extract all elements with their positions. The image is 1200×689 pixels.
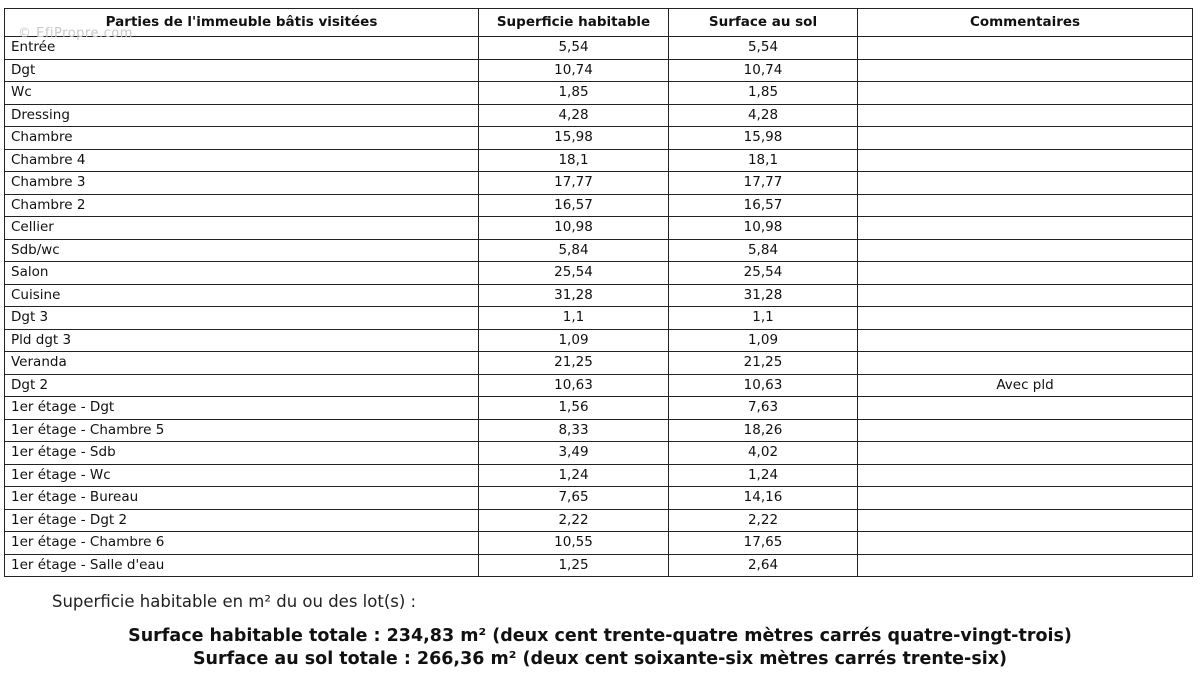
surface-au-sol-cell: 21,25 <box>669 352 858 375</box>
room-name-cell: 1er étage - Sdb <box>5 442 479 465</box>
surface-au-sol-cell: 1,1 <box>669 307 858 330</box>
header-surface-au-sol: Surface au sol <box>669 9 858 37</box>
commentaire-cell <box>858 329 1193 352</box>
superficie-habitable-cell: 7,65 <box>479 487 669 510</box>
table-row <box>5 487 1193 510</box>
header-superficie-habitable: Superficie habitable <box>479 9 669 37</box>
superficie-habitable-cell: 1,09 <box>479 329 669 352</box>
table-row <box>5 194 1193 217</box>
table-row <box>5 554 1193 577</box>
table-row <box>5 104 1193 127</box>
header-commentaires: Commentaires <box>858 9 1193 37</box>
room-name-cell: 1er étage - Bureau <box>5 487 479 510</box>
superficie-habitable-cell: 8,33 <box>479 419 669 442</box>
surface-au-sol-cell: 25,54 <box>669 262 858 285</box>
superficie-habitable-cell: 31,28 <box>479 284 669 307</box>
commentaire-cell <box>858 419 1193 442</box>
commentaire-cell: Avec pld <box>858 374 1193 397</box>
room-name-cell: Veranda <box>5 352 479 375</box>
surface-au-sol-cell: 31,28 <box>669 284 858 307</box>
table-row <box>5 59 1193 82</box>
surface-au-sol-cell: 1,24 <box>669 464 858 487</box>
surface-au-sol-cell: 4,28 <box>669 104 858 127</box>
commentaire-cell <box>858 59 1193 82</box>
surface-au-sol-cell: 14,16 <box>669 487 858 510</box>
superficie-habitable-cell: 18,1 <box>479 149 669 172</box>
surface-au-sol-cell: 2,64 <box>669 554 858 577</box>
table-row <box>5 262 1193 285</box>
superficie-habitable-cell: 4,28 <box>479 104 669 127</box>
table-row <box>5 82 1193 105</box>
superficie-habitable-cell: 16,57 <box>479 194 669 217</box>
watermark: © EfiPropre.com <box>18 26 133 41</box>
room-name-cell: Chambre 2 <box>5 194 479 217</box>
table-body <box>5 37 1193 577</box>
room-name-cell: Cellier <box>5 217 479 240</box>
room-name-cell: 1er étage - Dgt <box>5 397 479 420</box>
superficie-habitable-cell: 5,84 <box>479 239 669 262</box>
room-name-cell: 1er étage - Chambre 5 <box>5 419 479 442</box>
table-row <box>5 239 1193 262</box>
table-row <box>5 464 1193 487</box>
superficie-habitable-cell: 10,55 <box>479 532 669 555</box>
surface-au-sol-cell: 10,74 <box>669 59 858 82</box>
commentaire-cell <box>858 194 1193 217</box>
room-name-cell: Wc <box>5 82 479 105</box>
commentaire-cell <box>858 307 1193 330</box>
commentaire-cell <box>858 464 1193 487</box>
superficie-habitable-cell: 15,98 <box>479 127 669 150</box>
room-name-cell: 1er étage - Dgt 2 <box>5 509 479 532</box>
room-name-cell: Dgt 3 <box>5 307 479 330</box>
summary-intro: Superficie habitable en m² du ou des lot(s) : <box>52 592 417 611</box>
total-habitable: Surface habitable totale : 234,83 m² (deux cent trente-quatre mètres carrés quatre-vingt-trois) <box>128 626 1072 646</box>
superficie-habitable-cell: 17,77 <box>479 172 669 195</box>
table-header <box>5 9 1193 37</box>
superficie-habitable-cell: 1,25 <box>479 554 669 577</box>
commentaire-cell <box>858 554 1193 577</box>
commentaire-cell <box>858 262 1193 285</box>
table-row <box>5 149 1193 172</box>
table-row <box>5 442 1193 465</box>
commentaire-cell <box>858 442 1193 465</box>
table-row <box>5 37 1193 60</box>
surface-au-sol-cell: 2,22 <box>669 509 858 532</box>
table-row <box>5 352 1193 375</box>
superficie-habitable-cell: 21,25 <box>479 352 669 375</box>
surface-au-sol-cell: 1,85 <box>669 82 858 105</box>
surface-au-sol-cell: 10,98 <box>669 217 858 240</box>
commentaire-cell <box>858 509 1193 532</box>
total-sol: Surface au sol totale : 266,36 m² (deux cent soixante-six mètres carrés trente-six) <box>192 649 1008 669</box>
superficie-habitable-cell: 3,49 <box>479 442 669 465</box>
table-row <box>5 127 1193 150</box>
table-row <box>5 509 1193 532</box>
header-parties: Parties de l'immeuble bâtis visitées <box>5 9 479 37</box>
commentaire-cell <box>858 82 1193 105</box>
superficie-habitable-cell: 2,22 <box>479 509 669 532</box>
surface-au-sol-cell: 5,84 <box>669 239 858 262</box>
superficie-habitable-cell: 1,1 <box>479 307 669 330</box>
superficie-habitable-cell: 5,54 <box>479 37 669 60</box>
surface-au-sol-cell: 17,65 <box>669 532 858 555</box>
room-name-cell: Dgt 2 <box>5 374 479 397</box>
commentaire-cell <box>858 239 1193 262</box>
room-name-cell: Salon <box>5 262 479 285</box>
surface-au-sol-cell: 4,02 <box>669 442 858 465</box>
table-row <box>5 217 1193 240</box>
room-name-cell: Dgt <box>5 59 479 82</box>
room-name-cell: Chambre 4 <box>5 149 479 172</box>
superficie-habitable-cell: 1,85 <box>479 82 669 105</box>
commentaire-cell <box>858 172 1193 195</box>
commentaire-cell <box>858 104 1193 127</box>
surface-au-sol-cell: 16,57 <box>669 194 858 217</box>
table-row <box>5 532 1193 555</box>
table-row <box>5 397 1193 420</box>
room-name-cell: Chambre 3 <box>5 172 479 195</box>
totals-block <box>0 625 1200 671</box>
superficie-habitable-cell: 10,98 <box>479 217 669 240</box>
table-row <box>5 329 1193 352</box>
surfaces-table <box>4 8 1193 577</box>
table-row <box>5 284 1193 307</box>
surface-au-sol-cell: 10,63 <box>669 374 858 397</box>
room-name-cell: Chambre <box>5 127 479 150</box>
commentaire-cell <box>858 532 1193 555</box>
commentaire-cell <box>858 352 1193 375</box>
superficie-habitable-cell: 1,56 <box>479 397 669 420</box>
room-name-cell: Entrée <box>5 37 479 60</box>
commentaire-cell <box>858 149 1193 172</box>
surface-au-sol-cell: 18,26 <box>669 419 858 442</box>
surface-au-sol-cell: 15,98 <box>669 127 858 150</box>
room-name-cell: 1er étage - Wc <box>5 464 479 487</box>
commentaire-cell <box>858 487 1193 510</box>
surface-au-sol-cell: 7,63 <box>669 397 858 420</box>
surface-au-sol-cell: 1,09 <box>669 329 858 352</box>
header-row <box>5 9 1193 37</box>
room-name-cell: Pld dgt 3 <box>5 329 479 352</box>
commentaire-cell <box>858 217 1193 240</box>
surface-au-sol-cell: 18,1 <box>669 149 858 172</box>
surface-au-sol-cell: 17,77 <box>669 172 858 195</box>
commentaire-cell <box>858 37 1193 60</box>
commentaire-cell <box>858 397 1193 420</box>
superficie-habitable-cell: 10,63 <box>479 374 669 397</box>
room-name-cell: Sdb/wc <box>5 239 479 262</box>
table-row <box>5 419 1193 442</box>
commentaire-cell <box>858 284 1193 307</box>
room-name-cell: 1er étage - Chambre 6 <box>5 532 479 555</box>
superficie-habitable-cell: 1,24 <box>479 464 669 487</box>
table-row <box>5 374 1193 397</box>
room-name-cell: 1er étage - Salle d'eau <box>5 554 479 577</box>
surface-au-sol-cell: 5,54 <box>669 37 858 60</box>
room-name-cell: Cuisine <box>5 284 479 307</box>
table-row <box>5 172 1193 195</box>
commentaire-cell <box>858 127 1193 150</box>
superficie-habitable-cell: 10,74 <box>479 59 669 82</box>
table-row <box>5 307 1193 330</box>
room-name-cell: Dressing <box>5 104 479 127</box>
superficie-habitable-cell: 25,54 <box>479 262 669 285</box>
